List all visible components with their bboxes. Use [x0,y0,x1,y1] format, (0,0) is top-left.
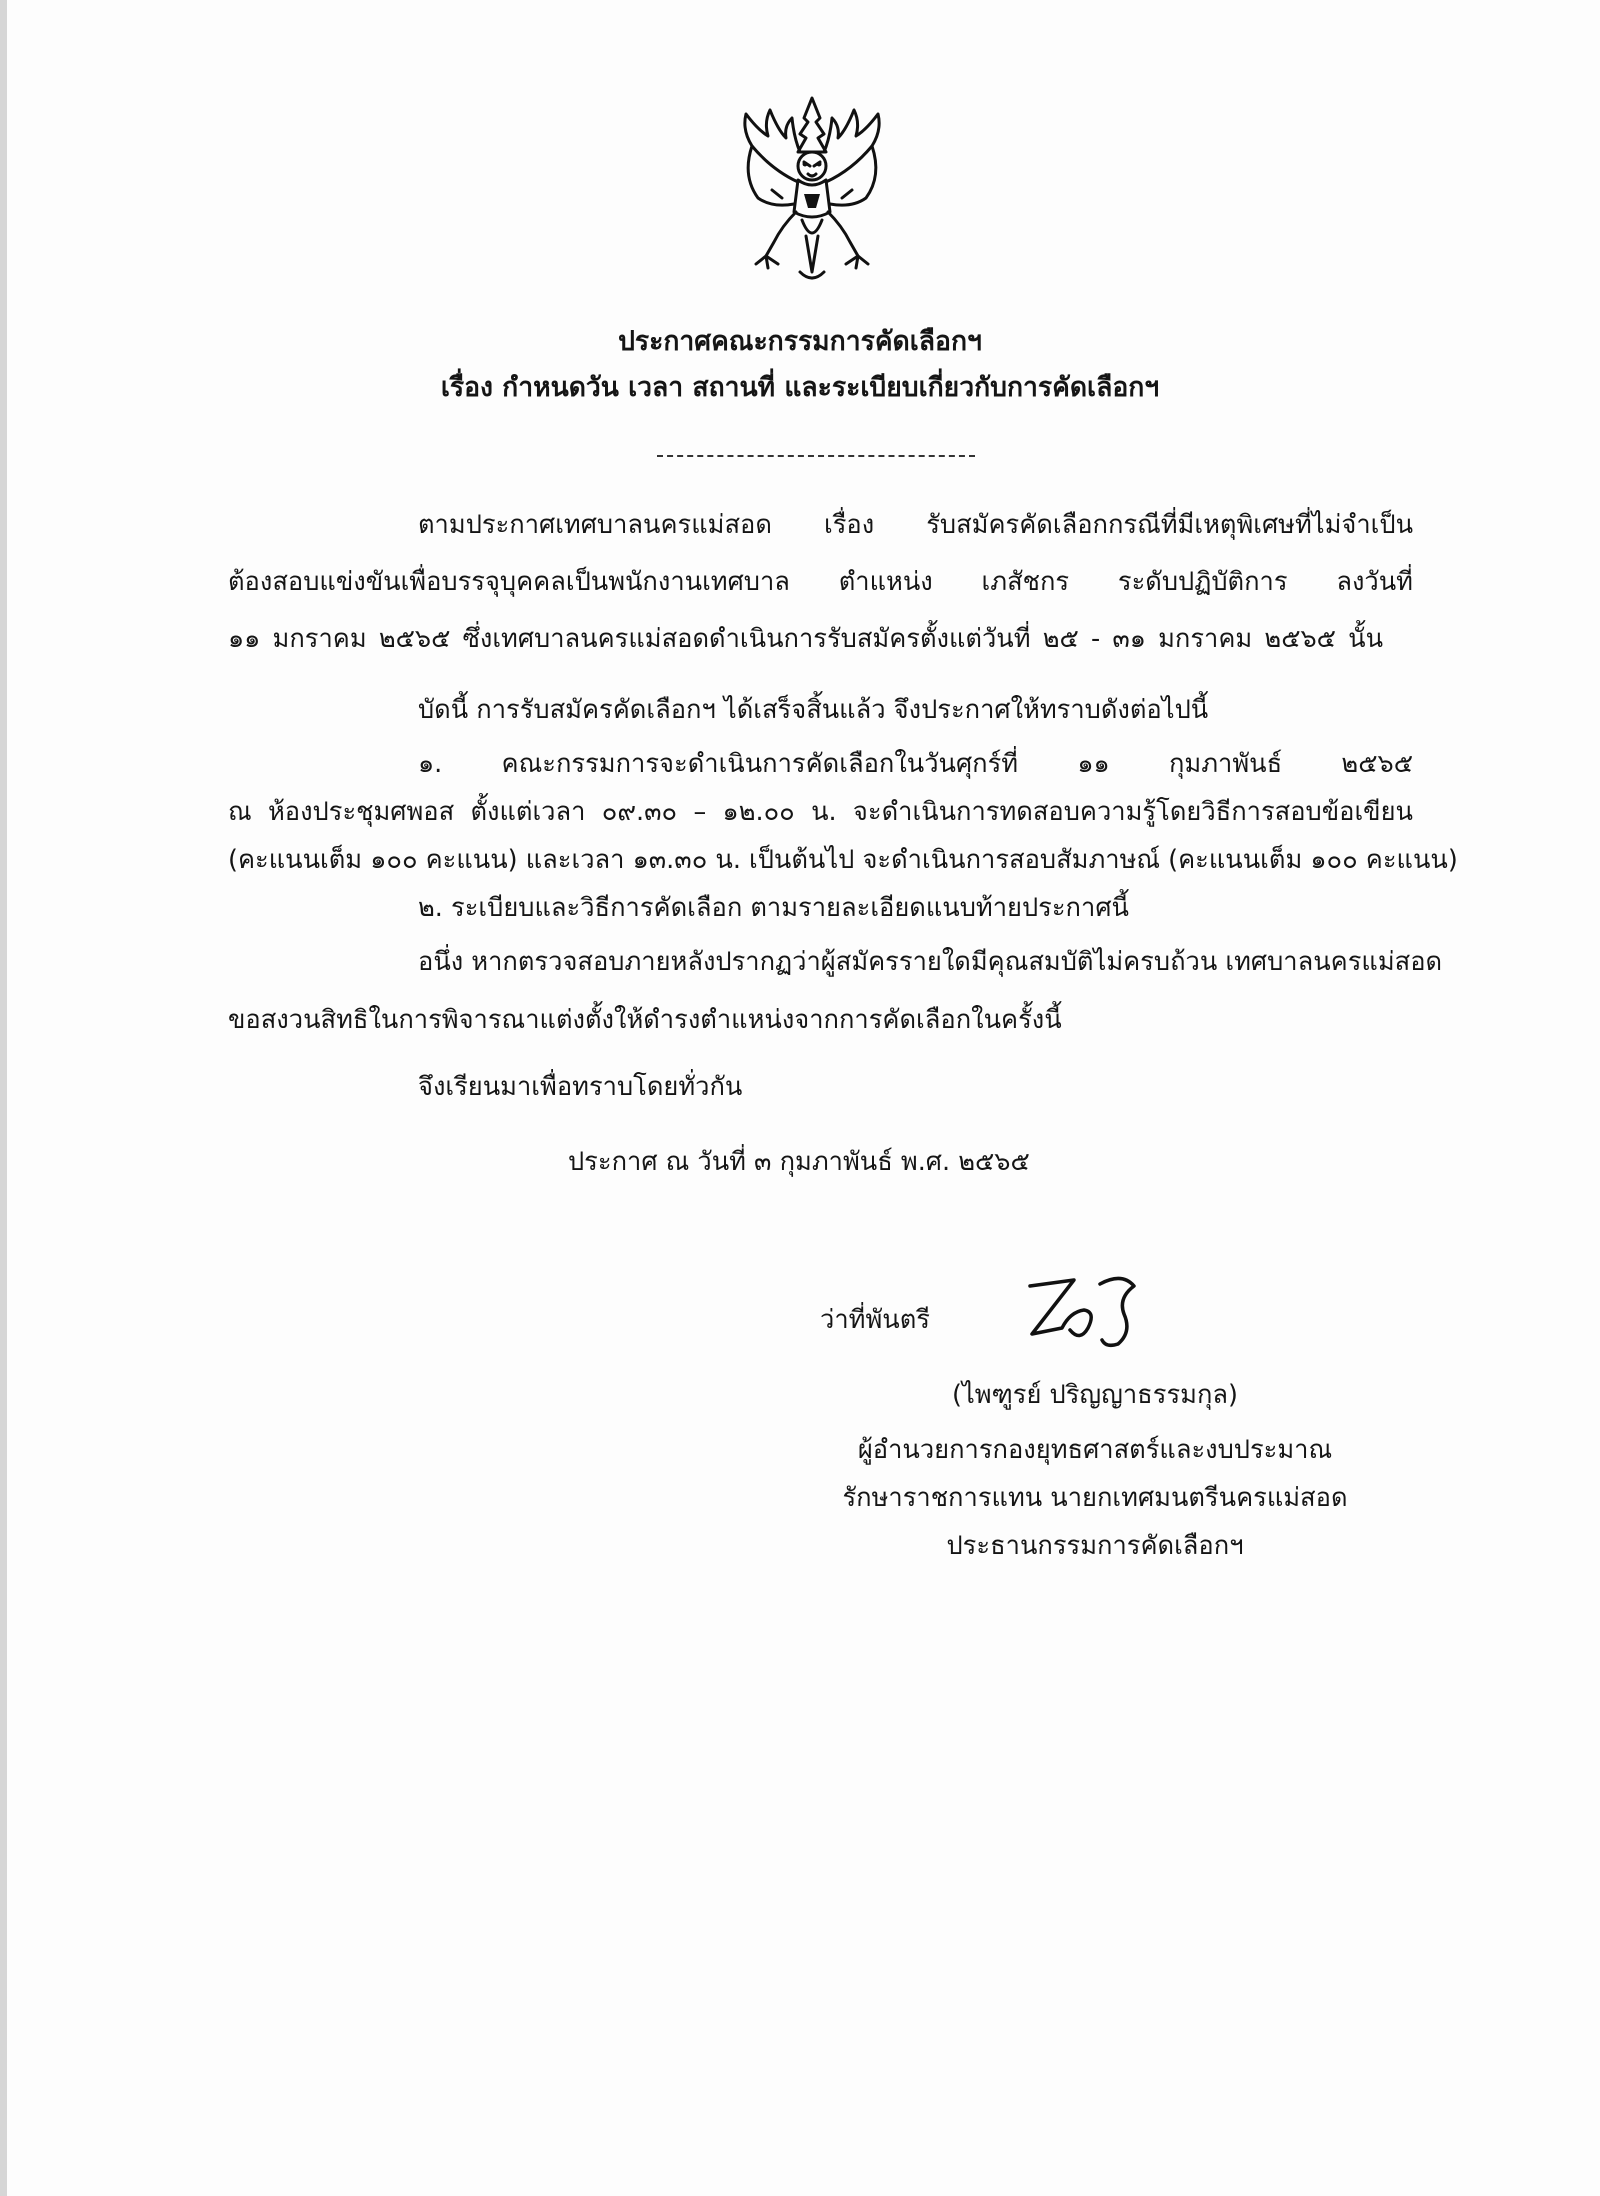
closing-line: จึงเรียนมาเพื่อทราบโดยทั่วกัน [418,1072,743,1102]
signer-position-2: รักษาราชการแทน นายกเทศมนตรีนครแม่สอด [842,1483,1348,1513]
handwritten-signature [1022,1262,1162,1352]
garuda-emblem-icon [712,86,912,296]
announcement-subject: เรื่อง กำหนดวัน เวลา สถานที่ และระเบียบเกี่ยวกับการคัดเลือกฯ [440,372,1160,403]
paragraph-2: บัดนี้ การรับสมัครคัดเลือกฯ ได้เสร็จสิ้นแล้ว จึงประกาศให้ทราบดังต่อไปนี้ [418,695,1209,725]
announcement-title: ประกาศคณะกรรมการคัดเลือกฯ [618,326,982,357]
item-1-line-3: (คะแนนเต็ม ๑๐๐ คะแนน) และเวลา ๑๓.๓๐ น. เป็นต้นไป จะดำเนินการสอบสัมภาษณ์ (คะแนนเต็ม ๑๐๐ คะแนน) [228,845,1458,875]
scan-edge [0,0,7,2196]
paragraph-3-line-1: อนึ่ง หากตรวจสอบภายหลังปรากฏว่าผู้สมัครรายใดมีคุณสมบัติไม่ครบถ้วน เทศบาลนครแม่สอด [418,947,1443,977]
item-1-line-2: ณ ห้องประชุมศพอส ตั้งแต่เวลา ๐๙.๓๐ – ๑๒.๐๐ น. จะดำเนินการทดสอบความรู้โดยวิธีการสอบข้อเขียน [228,797,1413,827]
paragraph-1-line-2: ต้องสอบแข่งขันเพื่อบรรจุบุคคลเป็นพนักงานเทศบาล ตำแหน่ง เภสัชกร ระดับปฏิบัติการ ลงวันที่ [228,567,1413,597]
announcement-date: ประกาศ ณ วันที่ ๓ กุมภาพันธ์ พ.ศ. ๒๕๖๕ [568,1147,1030,1177]
item-1-line-1: ๑. คณะกรรมการจะดำเนินการคัดเลือกในวันศุกร์ที่ ๑๑ กุมภาพันธ์ ๒๕๖๕ [418,749,1413,779]
paragraph-1-line-3: ๑๑ มกราคม ๒๕๖๕ ซึ่งเทศบาลนครแม่สอดดำเนินการรับสมัครตั้งแต่วันที่ ๒๕ - ๓๑ มกราคม ๒๕๖๕ นั้น [228,624,1383,654]
paragraph-3-line-2: ขอสงวนสิทธิในการพิจารณาแต่งตั้งให้ดำรงตำแหน่งจากการคัดเลือกในครั้งนี้ [228,1005,1062,1035]
signer-position-3: ประธานกรรมการคัดเลือกฯ [946,1531,1244,1561]
title-divider [657,455,975,457]
item-2: ๒. ระเบียบและวิธีการคัดเลือก ตามรายละเอียดแนบท้ายประกาศนี้ [418,893,1129,923]
signer-name: (ไพฑูรย์ ปริญญาธรรมกุล) [952,1380,1238,1410]
paragraph-1-line-1: ตามประกาศเทศบาลนครแม่สอด เรื่อง รับสมัครคัดเลือกกรณีที่มีเหตุพิเศษที่ไม่จำเป็น [418,510,1413,540]
signer-position-1: ผู้อำนวยการกองยุทธศาสตร์และงบประมาณ [857,1435,1333,1465]
signer-rank: ว่าที่พันตรี [820,1305,930,1335]
